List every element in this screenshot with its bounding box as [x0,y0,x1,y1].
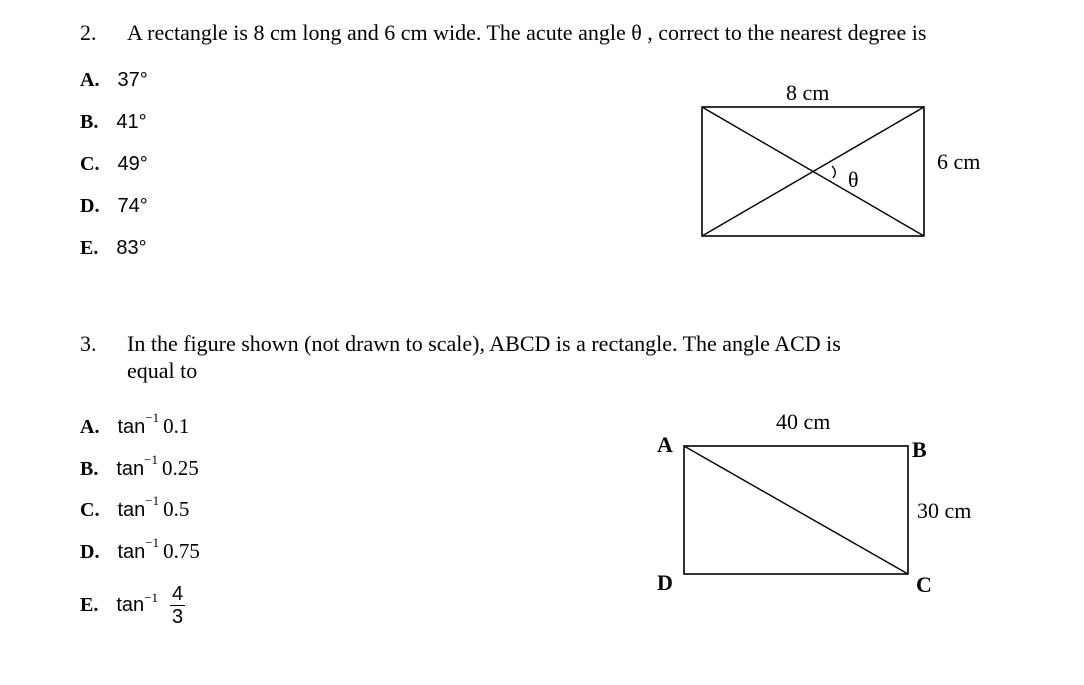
option-value: 0.5 [163,497,190,521]
q2-width-label: 6 cm [937,149,981,174]
option-letter: A. [80,69,100,91]
option-func: tan [117,499,146,521]
option-func: tan [116,458,145,480]
option-letter: C. [80,499,100,521]
option-value: 74° [117,195,148,217]
option-value: 0.1 [163,414,190,438]
fraction-numerator: 4 [172,583,184,605]
option-value: 37° [117,69,148,91]
option-letter: E. [80,237,99,259]
option-letter: D. [80,541,100,563]
option-func: tan [116,594,145,616]
q3-top-label: 40 cm [776,409,831,434]
option-letter: A. [80,416,100,438]
option-value: 0.75 [163,539,200,563]
option-exponent: −1 [145,493,160,508]
option-func: tan [117,416,146,438]
option-exponent: −1 [144,589,158,605]
q3-vertex-a: A [657,432,673,457]
option-exponent: −1 [144,452,158,467]
option-value: 83° [116,237,147,259]
q3-vertex-c: C [916,572,932,597]
option-letter: C. [80,153,100,175]
option-value: 49° [117,153,148,175]
q3-text-line1: In the figure shown (not drawn to scale), ABCD is a rectangle. The angle ACD is [127,331,841,356]
option-letter: E. [80,594,99,616]
q3-vertex-d: D [657,570,673,595]
q2-number: 2. [80,20,97,45]
option-func: tan [117,541,146,563]
q3-number: 3. [80,331,97,356]
q2-angle-label: θ [848,167,859,192]
option-letter: B. [80,458,99,480]
q3-text-line2: equal to [127,358,198,383]
q2-length-label: 8 cm [786,80,830,105]
option-exponent: −1 [145,410,160,425]
q3-diagonal-ac [684,446,908,574]
fraction-denominator: 3 [172,606,184,628]
option-letter: B. [80,111,99,133]
option-value: 0.25 [162,456,199,480]
q3-side-label: 30 cm [917,498,972,523]
option-value: 41° [116,111,147,133]
q2-text: A rectangle is 8 cm long and 6 cm wide. The acute angle θ , correct to the nearest degree is [127,20,927,45]
option-exponent: −1 [145,535,160,550]
option-letter: D. [80,195,100,217]
q3-vertex-b: B [912,437,927,462]
